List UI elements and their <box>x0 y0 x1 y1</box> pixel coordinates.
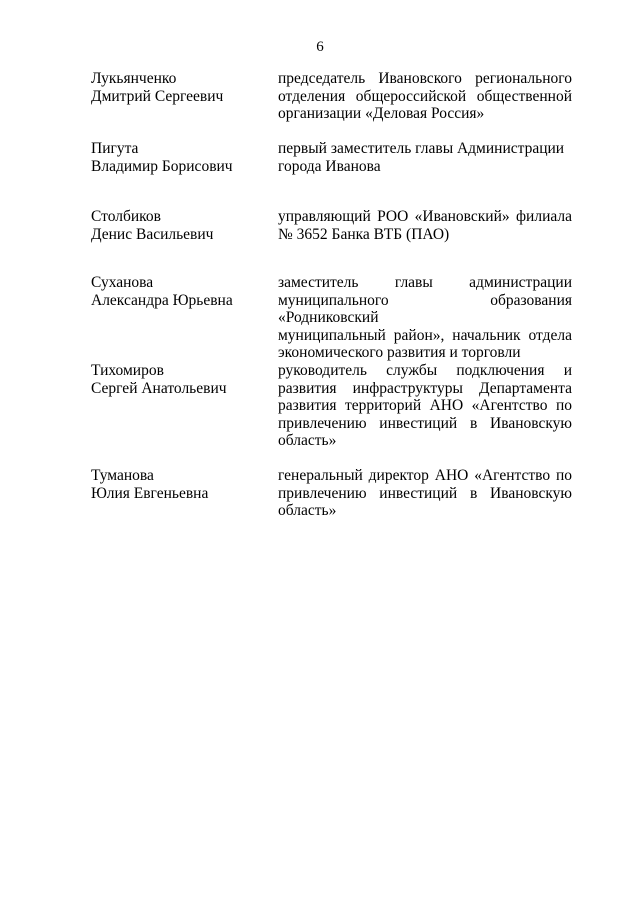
role-line: развития территорий АНО «Агентство по <box>278 397 572 414</box>
role-line: экономического развития и торговли <box>278 344 521 361</box>
role-line: генеральный директор АНО «Агентство по <box>278 467 572 484</box>
role-line: первый заместитель главы Администрации <box>278 140 565 157</box>
person-role <box>278 208 572 243</box>
role-line: № 3652 Банка ВТБ (ПАО) <box>278 225 450 243</box>
role-line: руководитель службы подключения и <box>278 362 572 379</box>
person-name <box>91 274 266 309</box>
role-line: председатель Ивановского регионального <box>278 70 572 87</box>
role-line: область» <box>278 502 337 519</box>
person-role <box>278 70 572 123</box>
role-line: муниципальный район», начальник отдела <box>278 326 572 344</box>
role-line: область» <box>278 432 337 449</box>
person-given-name: Александра Юрьевна <box>91 291 233 309</box>
person-surname: Туманова <box>91 467 154 484</box>
page-number: 6 <box>316 39 324 55</box>
person-role <box>278 140 572 175</box>
role-line: города Иванова <box>278 157 381 175</box>
role-line: муниципального образования «Родниковский <box>278 291 572 326</box>
person-surname: Столбиков <box>91 208 161 225</box>
role-line: отделения общероссийской общественной <box>278 87 572 105</box>
person-role <box>278 362 572 450</box>
role-line: развития инфраструктуры Департамента <box>278 379 572 397</box>
person-surname: Пигута <box>91 140 139 157</box>
person-given-name: Юлия Евгеньевна <box>91 484 209 502</box>
person-given-name: Владимир Борисович <box>91 157 233 175</box>
person-given-name: Сергей Анатольевич <box>91 379 227 397</box>
person-name <box>91 140 266 175</box>
person-given-name: Денис Васильевич <box>91 225 214 243</box>
person-surname: Лукьянченко <box>91 70 177 87</box>
role-line: привлечению инвестиций в Ивановскую <box>278 414 572 432</box>
role-line: организации «Деловая Россия» <box>278 105 485 122</box>
role-line: заместитель главы администрации <box>278 274 572 291</box>
role-line: управляющий РОО «Ивановский» филиала <box>278 208 572 225</box>
role-line: привлечению инвестиций в Ивановскую <box>278 484 572 502</box>
person-name <box>91 208 266 243</box>
person-given-name: Дмитрий Сергеевич <box>91 87 224 105</box>
person-role <box>278 467 572 520</box>
person-surname: Тихомиров <box>91 362 164 379</box>
person-role <box>278 274 572 362</box>
person-name <box>91 70 266 105</box>
person-name <box>91 362 266 397</box>
person-surname: Суханова <box>91 274 154 291</box>
person-name <box>91 467 266 502</box>
